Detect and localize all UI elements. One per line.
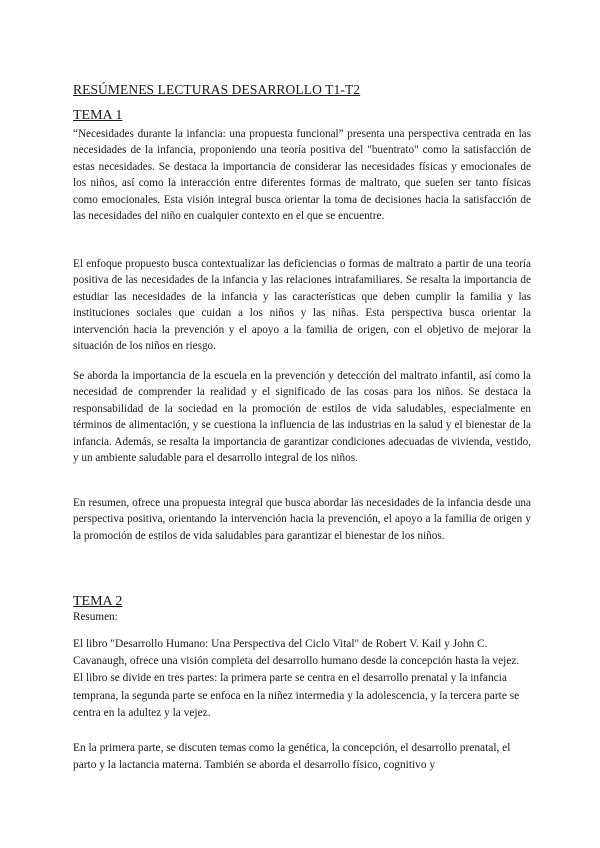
section-heading-tema-1: TEMA 1 [73, 108, 123, 123]
section-heading-tema-2: TEMA 2 [73, 594, 123, 609]
tema-1-paragraph-4: En resumen, ofrece una propuesta integral que busca abordar las necesidades de la infancia desde una perspectiva positiva, orientando la intervención hacia la prevención, el apoyo a la familia de origen y la promoción de estilos de vida saludables para garantizar el bienestar de los niños. [73, 497, 531, 542]
tema-2-paragraph-2: En la primera parte, se discuten temas como la genética, la concepción, el desarrollo prenatal, el parto y la lactancia materna. También se aborda el desarrollo físico, cognitivo y [73, 742, 511, 772]
tema-1-paragraph-3: Se aborda la importancia de la escuela en la prevención y detección del maltrato infantil, así como la necesidad de comprender la realidad y el significado de las cosas para los niños. Se destaca la responsabilidad de la sociedad en la promoción de estilos de vida saludables, especialmente en términos de alimentación, y se cuestiona la influencia de las industrias en la salud y el bienestar de la infancia. Además, se resalta la importancia de garantizar condiciones adecuadas de vivienda, vestido, y un ambiente saludable para el desarrollo integral de los niños. [73, 370, 531, 465]
resumen-label: Resumen: [73, 611, 118, 623]
tema-1-paragraph-1: “Necesidades durante la infancia: una propuesta funcional” presenta una perspectiva centrada en las necesidades de la infancia, proponiendo una teoría positiva del "buentrato" como la satisfacción de estas necesidades. Se destaca la importancia de considerar las necesidades físicas y emocionales de los niños, así como la interacción entre diferentes formas de maltrato, que suelen ser tanto físicas como emocionales. Esta visión integral busca orientar la toma de decisiones hacia la satisfacción de las necesidades del niño en cualquier contexto en el que se encuentre. [73, 128, 531, 223]
tema-2-paragraph-1: El libro "Desarrollo Humano: Una Perspectiva del Ciclo Vital" de Robert V. Kail y John C. Cavanaugh, ofrece una visión completa del desarrollo humano desde la concepción hasta la vejez. El libro se divide en tres partes: la primera parte se centra en el desarrollo prenatal y la infancia temprana, la segunda parte se enfoca en la niñez intermedia y la adolescencia, y la tercera parte se centra en la adultez y la vejez. [73, 638, 520, 719]
tema-1-paragraph-2: El enfoque propuesto busca contextualizar las deficiencias o formas de maltrato a partir de una teoría positiva de las necesidades de la infancia y las relaciones intrafamiliares. Se resalta la importancia de estudiar las necesidades de la infancia y las características que deben cumplir la familia y las instituciones sociales que cuidan a los niños y las niñas. Esta perspectiva busca orientar la intervención hacia la prevención y el apoyo a la familia de origen, con el objetivo de mejorar la situación de los niños en riesgo. [73, 258, 531, 353]
document-title: RESÚMENES LECTURAS DESARROLLO T1-T2 [73, 82, 361, 97]
